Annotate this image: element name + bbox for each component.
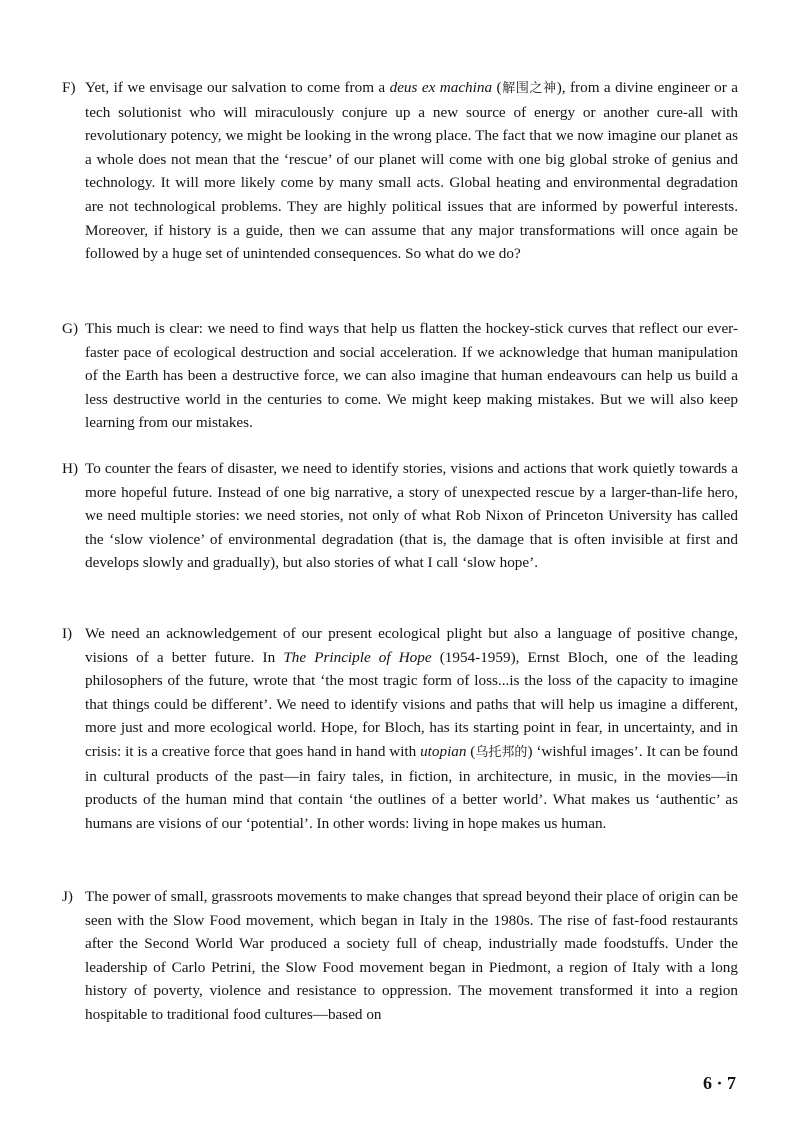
- paragraph-g: [62, 317, 738, 435]
- paragraph-text: [85, 76, 738, 266]
- paragraph-label: F): [62, 79, 76, 96]
- italic-term: deus ex machina: [389, 79, 493, 96]
- paragraph-j: [62, 885, 738, 1027]
- paragraph-i: [62, 622, 738, 835]
- text-run: ), from a divine engineer or a tech solutionist who will miraculously conjure up a new source of energy or another cure-all with revolutionary potency, we might be looking in the wrong place. The fact that we now imagine our planet as a whole does not mean that the ‘rescue’ of our planet will come with one big global stroke of genius and technology. It will more likely come by many small acts. Global heating and environmental degradation are not technological problems. They are highly political issues that are informed by powerful interests. Moreover, if history is a guide, then we can assume that any major transformations will once again be followed by a huge set of unintended consequences. So what do we do?: [85, 79, 738, 263]
- paragraph-label: G): [62, 320, 79, 337]
- paragraph-text: [85, 622, 738, 835]
- paragraph-label: J): [62, 888, 73, 905]
- book-title: The Principle of Hope: [283, 648, 432, 666]
- text-run: (: [492, 79, 502, 96]
- paragraph-label: I): [62, 625, 73, 642]
- paragraph-label: H): [62, 460, 79, 477]
- italic-term: utopian: [420, 742, 467, 760]
- text-run: We need an acknowledgement of our present ecological plight but also a language of positive change, visions of a better future. In: [85, 625, 738, 666]
- paragraph-h: [62, 457, 738, 575]
- text-run: (1954-1959), Ernst Bloch, one of the leading philosophers of the future, wrote that ‘the most tragic form of loss...is the loss of the capacity to imagine that things could be different’. We need to identify visions and paths that will help us imagine a different, more just and more ecological world. Hope, for Bloch, has its starting point in fear, in uncertainty, and in crisis: it is a creative force that goes hand in hand with: [85, 648, 738, 760]
- text-run: ) ‘wishful images’. It can be found in cultural products of the past—in fairy tales, in fiction, in architecture, in music, in the movies—in products of the human mind that contain ‘the outlines of a better world’. What makes us ‘authentic’ as humans are visions of our ‘potential’. In other words: living in hope makes us human.: [85, 742, 738, 832]
- page-number: 6 · 7: [702, 1073, 736, 1093]
- text-run: Yet, if we envisage our salvation to come from a: [85, 79, 390, 96]
- paragraph-f: [62, 76, 738, 266]
- paragraph-text: The power of small, grassroots movements to make changes that spread beyond their place of origin can be seen with the Slow Food movement, which began in Italy in the 1980s. The rise of fast-food restaurants after the Second World War produced a society full of cheap, industrially made foodstuffs. Under the leadership of Carlo Petrini, the Slow Food movement began in Piedmont, a region of Italy with a long history of poverty, violence and resistance to oppression. The movement transformed it into a region hospitable to traditional food cultures—based on: [85, 888, 738, 1023]
- chinese-gloss: 乌托邦的: [475, 744, 528, 760]
- text-run: (: [466, 742, 476, 760]
- paragraph-text: This much is clear: we need to find ways that help us flatten the hockey-stick curves that reflect our ever-faster pace of ecological destruction and social acceleration. If we acknowledge that human manipulation of the Earth has been a destructive force, we can also imagine that human endeavours can help us build a less destructive world in the centuries to come. We might keep making mistakes. But we will also keep learning from our mistakes.: [85, 320, 738, 432]
- paragraph-text: To counter the fears of disaster, we need to identify stories, visions and actions that work quietly towards a more hopeful future. Instead of one big narrative, a story of unexpected rescue by a larger-than-life hero, we need multiple stories: we need stories, not only of what Rob Nixon of Princeton University has called the ‘slow violence’ of environmental degradation (that is, the damage that is often invisible at first and develops slowly and gradually), but also stories of what I call ‘slow hope’.: [85, 460, 738, 572]
- chinese-gloss: 解围之神: [501, 81, 557, 96]
